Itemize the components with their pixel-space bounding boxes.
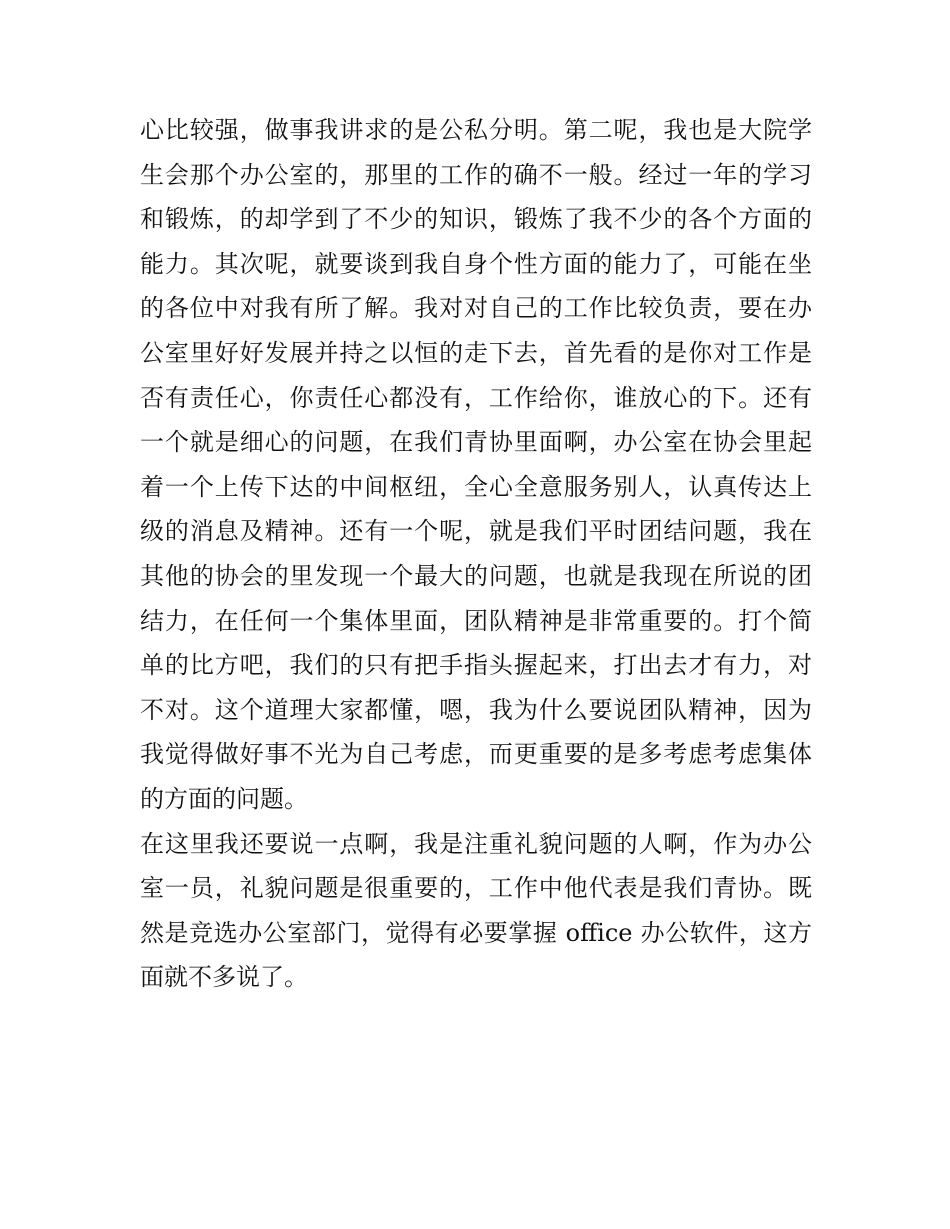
text-line: 和锻炼，的却学到了不少的知识，锻炼了我不少的各个方面的 (140, 205, 812, 234)
text-line: 面就不多说了。 (140, 963, 308, 992)
text-line: 一个就是细心的问题，在我们青协里面啊，办公室在协会里起 (140, 428, 812, 457)
text-line: 结力，在任何一个集体里面，团队精神是非常重要的。打个简 (140, 606, 812, 635)
text-line: 其他的协会的里发现一个最大的问题，也就是我现在所说的团 (140, 561, 812, 590)
text-line: 能力。其次呢，就要谈到我自身个性方面的能力了，可能在坐 (140, 249, 812, 278)
text-line: 否有责任心，你责任心都没有，工作给你，谁放心的下。还有 (140, 383, 812, 412)
text-line: 的方面的问题。 (140, 784, 308, 813)
paragraph-1 (140, 108, 812, 822)
text-line: 在这里我还要说一点啊，我是注重礼貌问题的人啊，作为办公 (140, 829, 812, 858)
text-line: 公室里好好发展并持之以恒的走下去，首先看的是你对工作是 (140, 338, 812, 367)
text-line: 着一个上传下达的中间枢纽，全心全意服务别人，认真传达上 (140, 472, 812, 501)
text-line: 的各位中对我有所了解。我对对自己的工作比较负责，要在办 (140, 294, 812, 323)
document-body (140, 108, 812, 1000)
text-line: 级的消息及精神。还有一个呢，就是我们平时团结问题，我在 (140, 517, 812, 546)
text-line: 室一员，礼貌问题是很重要的，工作中他代表是我们青协。既 (140, 874, 812, 903)
text-line: 不对。这个道理大家都懂，嗯，我为什么要说团队精神，因为 (140, 695, 812, 724)
text-line: 我觉得做好事不光为自己考虑，而更重要的是多考虑考虑集体 (140, 740, 812, 769)
text-line: 单的比方吧，我们的只有把手指头握起来，打出去才有力，对 (140, 651, 812, 680)
paragraph-2 (140, 822, 812, 1000)
text-line: 心比较强，做事我讲求的是公私分明。第二呢，我也是大院学 (140, 116, 812, 144)
text-line: 然是竞选办公室部门，觉得有必要掌握 office 办公软件，这方 (140, 918, 812, 947)
text-line: 生会那个办公室的，那里的工作的确不一般。经过一年的学习 (140, 160, 812, 189)
